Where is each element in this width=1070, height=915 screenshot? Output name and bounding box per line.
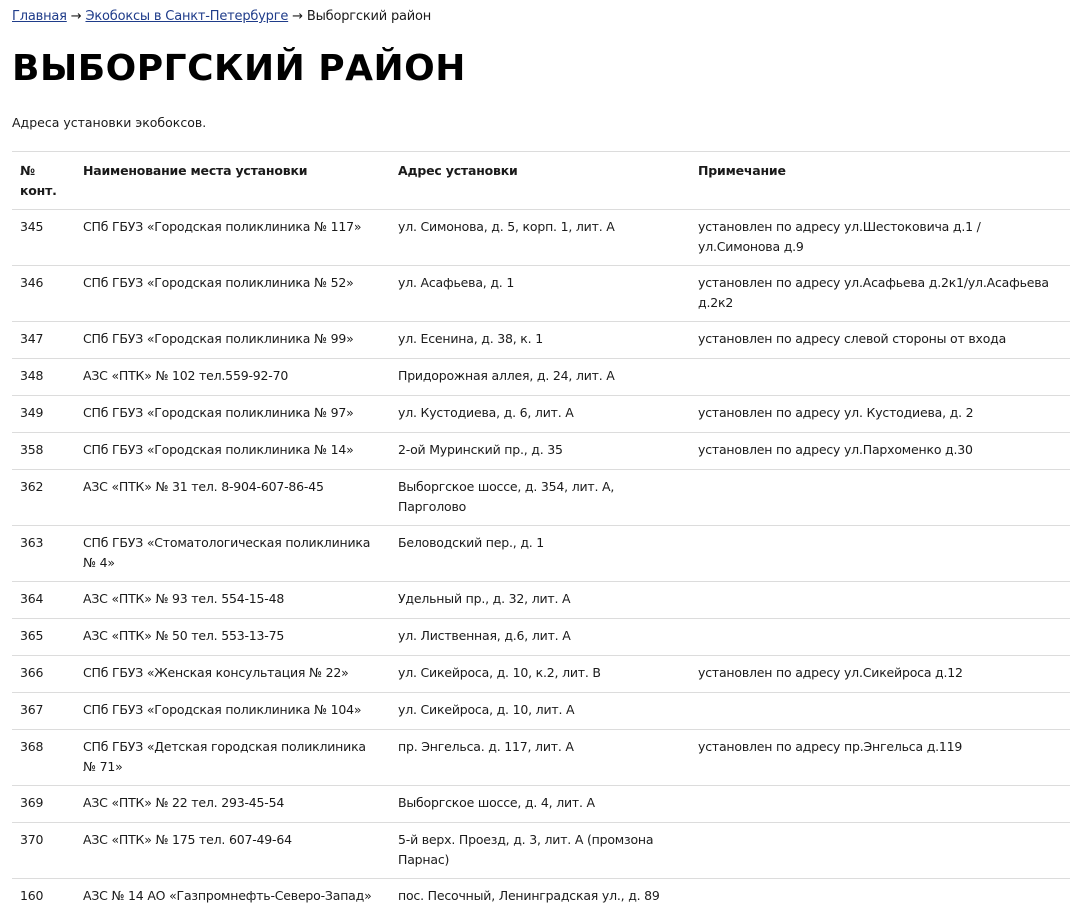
cell-address: ул. Сикейроса, д. 10, к.2, лит. В	[390, 656, 690, 693]
table-row	[12, 266, 1070, 322]
cell-num: 160	[12, 879, 75, 915]
cell-num: 345	[12, 210, 75, 266]
cell-note	[690, 526, 1070, 582]
column-header-note: Примечание	[690, 152, 1070, 210]
breadcrumb-separator: →	[292, 9, 303, 24]
cell-num: 370	[12, 823, 75, 879]
table-row	[12, 470, 1070, 526]
cell-note: установлен по адресу ул. Кустодиева, д. 2	[690, 396, 1070, 433]
page-subtitle: Адреса установки экобоксов.	[12, 115, 206, 130]
cell-name: АЗС «ПТК» № 31 тел. 8-904-607-86-45	[75, 470, 390, 526]
cell-note	[690, 879, 1070, 915]
cell-address: ул. Симонова, д. 5, корп. 1, лит. А	[390, 210, 690, 266]
cell-address: ул. Асафьева, д. 1	[390, 266, 690, 322]
cell-note	[690, 823, 1070, 879]
cell-address: 5-й верх. Проезд, д. 3, лит. А (промзона Парнас)	[390, 823, 690, 879]
cell-name: СПб ГБУЗ «Городская поликлиника № 14»	[75, 433, 390, 470]
cell-address: Беловодский пер., д. 1	[390, 526, 690, 582]
page-title: ВЫБОРГСКИЙ РАЙОН	[12, 47, 466, 91]
table-header-row	[12, 152, 1070, 210]
cell-num: 349	[12, 396, 75, 433]
cell-note	[690, 470, 1070, 526]
table-row	[12, 656, 1070, 693]
cell-address: Выборгское шоссе, д. 354, лит. А, Парголово	[390, 470, 690, 526]
cell-num: 368	[12, 730, 75, 786]
cell-name: СПб ГБУЗ «Городская поликлиника № 97»	[75, 396, 390, 433]
breadcrumb-current: Выборгский район	[307, 9, 431, 24]
cell-note	[690, 359, 1070, 396]
cell-num: 369	[12, 786, 75, 823]
cell-address: ул. Есенина, д. 38, к. 1	[390, 322, 690, 359]
cell-address: ул. Сикейроса, д. 10, лит. А	[390, 693, 690, 730]
cell-name: СПб ГБУЗ «Стоматологическая поликлиника № 4»	[75, 526, 390, 582]
table-row	[12, 730, 1070, 786]
cell-name: АЗС «ПТК» № 50 тел. 553-13-75	[75, 619, 390, 656]
cell-note: установлен по адресу ул.Шестоковича д.1 / ул.Симонова д.9	[690, 210, 1070, 266]
table-row	[12, 359, 1070, 396]
cell-note: установлен по адресу ул.Асафьева д.2к1/ул.Асафьева д.2к2	[690, 266, 1070, 322]
cell-name: СПб ГБУЗ «Детская городская поликлиника № 71»	[75, 730, 390, 786]
breadcrumb-home-link[interactable]: Главная	[12, 9, 67, 24]
table-row	[12, 526, 1070, 582]
table-row	[12, 396, 1070, 433]
cell-name: СПб ГБУЗ «Городская поликлиника № 99»	[75, 322, 390, 359]
cell-note: установлен по адресу слевой стороны от входа	[690, 322, 1070, 359]
cell-address: Удельный пр., д. 32, лит. А	[390, 582, 690, 619]
column-header-address: Адрес установки	[390, 152, 690, 210]
cell-num: 347	[12, 322, 75, 359]
cell-name: АЗС «ПТК» № 22 тел. 293-45-54	[75, 786, 390, 823]
cell-address: ул. Лиственная, д.6, лит. А	[390, 619, 690, 656]
cell-address: пос. Песочный, Ленинградская ул., д. 89	[390, 879, 690, 915]
cell-name: АЗС № 14 АО «Газпромнефть-Северо-Запад»	[75, 879, 390, 915]
breadcrumb-parent-link[interactable]: Экобоксы в Санкт-Петербурге	[85, 9, 288, 24]
cell-name: АЗС «ПТК» № 175 тел. 607-49-64	[75, 823, 390, 879]
breadcrumb	[12, 9, 431, 24]
cell-num: 366	[12, 656, 75, 693]
cell-num: 362	[12, 470, 75, 526]
cell-name: СПб ГБУЗ «Городская поликлиника № 117»	[75, 210, 390, 266]
cell-note	[690, 619, 1070, 656]
cell-address: пр. Энгельса. д. 117, лит. А	[390, 730, 690, 786]
cell-note	[690, 582, 1070, 619]
ecobox-table	[12, 151, 1070, 915]
table-row	[12, 879, 1070, 915]
cell-address: ул. Кустодиева, д. 6, лит. А	[390, 396, 690, 433]
cell-name: СПб ГБУЗ «Городская поликлиника № 52»	[75, 266, 390, 322]
cell-num: 358	[12, 433, 75, 470]
table-row	[12, 823, 1070, 879]
table-row	[12, 693, 1070, 730]
cell-address: Выборгское шоссе, д. 4, лит. А	[390, 786, 690, 823]
cell-name: АЗС «ПТК» № 93 тел. 554-15-48	[75, 582, 390, 619]
table-row	[12, 322, 1070, 359]
cell-note: установлен по адресу ул.Сикейроса д.12	[690, 656, 1070, 693]
cell-note	[690, 786, 1070, 823]
breadcrumb-separator: →	[71, 9, 82, 24]
cell-note: установлен по адресу ул.Пархоменко д.30	[690, 433, 1070, 470]
table-body	[12, 210, 1070, 915]
table-row	[12, 433, 1070, 470]
cell-address: 2-ой Муринский пр., д. 35	[390, 433, 690, 470]
cell-name: АЗС «ПТК» № 102 тел.559-92-70	[75, 359, 390, 396]
cell-note: установлен по адресу пр.Энгельса д.119	[690, 730, 1070, 786]
table-row	[12, 582, 1070, 619]
table-row	[12, 786, 1070, 823]
table-row	[12, 619, 1070, 656]
cell-num: 367	[12, 693, 75, 730]
cell-num: 365	[12, 619, 75, 656]
cell-name: СПб ГБУЗ «Женская консультация № 22»	[75, 656, 390, 693]
cell-num: 364	[12, 582, 75, 619]
cell-address: Придорожная аллея, д. 24, лит. А	[390, 359, 690, 396]
cell-note	[690, 693, 1070, 730]
cell-num: 346	[12, 266, 75, 322]
column-header-name: Наименование места установки	[75, 152, 390, 210]
column-header-num: № конт.	[12, 152, 75, 210]
cell-num: 363	[12, 526, 75, 582]
cell-name: СПб ГБУЗ «Городская поликлиника № 104»	[75, 693, 390, 730]
table-row	[12, 210, 1070, 266]
cell-num: 348	[12, 359, 75, 396]
